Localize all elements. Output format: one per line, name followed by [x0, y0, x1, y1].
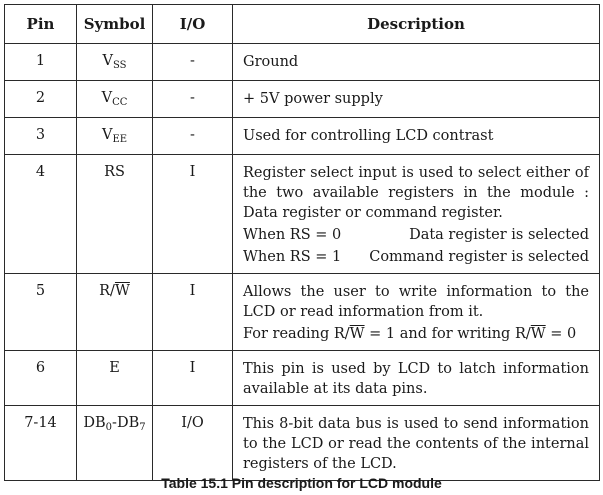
table-caption: Table 15.1 Pin description for LCD module: [161, 475, 442, 491]
condition-line: [243, 225, 589, 245]
description-text: This 8-bit data bus is used to send information to the LCD or read the contents of the internal registers of the LCD.: [243, 416, 589, 472]
pin-io: I/O: [153, 406, 233, 481]
pin-symbol: RS: [77, 155, 153, 274]
extra-overlined: $\overline{W}$: [349, 326, 365, 342]
condition: When RS = 1: [243, 249, 342, 265]
symbol-main: V: [102, 53, 113, 69]
symbol-main: V: [101, 90, 113, 106]
table-row: [5, 44, 600, 81]
symbol-overlined: $\overline{W}$: [114, 283, 130, 299]
condition-result: Data register is selected: [409, 227, 589, 243]
condition-result: Command register is selected: [369, 249, 589, 265]
symbol-part: DB: [83, 415, 106, 431]
pin-symbol: [77, 406, 153, 481]
header-symbol: Symbol: [77, 5, 153, 44]
table-row: [5, 351, 600, 406]
pin-io: I: [153, 155, 233, 274]
table-row: [5, 118, 600, 155]
table-row: [5, 81, 600, 118]
pin-io: I: [153, 351, 233, 406]
pin-description-table: [4, 4, 600, 481]
pin-io: -: [153, 118, 233, 155]
pin-io: I: [153, 274, 233, 351]
description-extra: [243, 324, 589, 344]
symbol-subscript: 7: [139, 422, 146, 433]
pin-description: [233, 155, 600, 274]
pin-symbol: [77, 118, 153, 155]
description-text: Used for controlling LCD contrast: [243, 128, 494, 144]
extra-text: = 0: [545, 326, 577, 342]
pin-description: [233, 274, 600, 351]
pin-number: 6: [5, 351, 77, 406]
table-row: [5, 274, 600, 351]
pin-number: 2: [5, 81, 77, 118]
pin-symbol: [77, 274, 153, 351]
pin-symbol: [77, 44, 153, 81]
pin-description: [233, 351, 600, 406]
description-text: This pin is used by LCD to latch information available at its data pins.: [243, 361, 589, 397]
symbol-subscript: 0: [105, 422, 113, 433]
condition: When RS = 0: [243, 227, 342, 243]
pin-number: 5: [5, 274, 77, 351]
pin-description: [233, 406, 600, 481]
pin-number: 3: [5, 118, 77, 155]
condition-line: [243, 247, 589, 267]
description-text: Register select input is used to select either of the two available registers in the module : Data register or command register.: [243, 165, 589, 221]
description-text: Ground: [243, 54, 299, 70]
pin-symbol: E: [77, 351, 153, 406]
pin-description: [233, 118, 600, 155]
symbol-subscript: EE: [112, 134, 128, 145]
pin-number: 1: [5, 44, 77, 81]
table-header-row: [5, 5, 600, 44]
extra-overlined: $\overline{W}$: [530, 326, 546, 342]
pin-io: -: [153, 81, 233, 118]
table-row: [5, 406, 600, 481]
description-text: Allows the user to write information to the LCD or read information from it.: [243, 284, 589, 320]
pin-number: 7-14: [5, 406, 77, 481]
pin-io: -: [153, 44, 233, 81]
extra-text: = 1 and for writing R/: [364, 326, 531, 342]
symbol-subscript: CC: [112, 97, 128, 108]
table-row: [5, 155, 600, 274]
pin-description: [233, 81, 600, 118]
pin-description: [233, 44, 600, 81]
symbol-part: R/: [99, 283, 115, 299]
pin-number: 4: [5, 155, 77, 274]
symbol-main: V: [101, 127, 113, 143]
symbol-subscript: SS: [112, 60, 127, 71]
header-description: Description: [233, 5, 600, 44]
pin-symbol: [77, 81, 153, 118]
extra-text: For reading R/: [243, 326, 350, 342]
header-io: I/O: [153, 5, 233, 44]
header-pin: Pin: [5, 5, 77, 44]
description-text: + 5V power supply: [243, 91, 383, 107]
symbol-part: -DB: [112, 415, 140, 431]
